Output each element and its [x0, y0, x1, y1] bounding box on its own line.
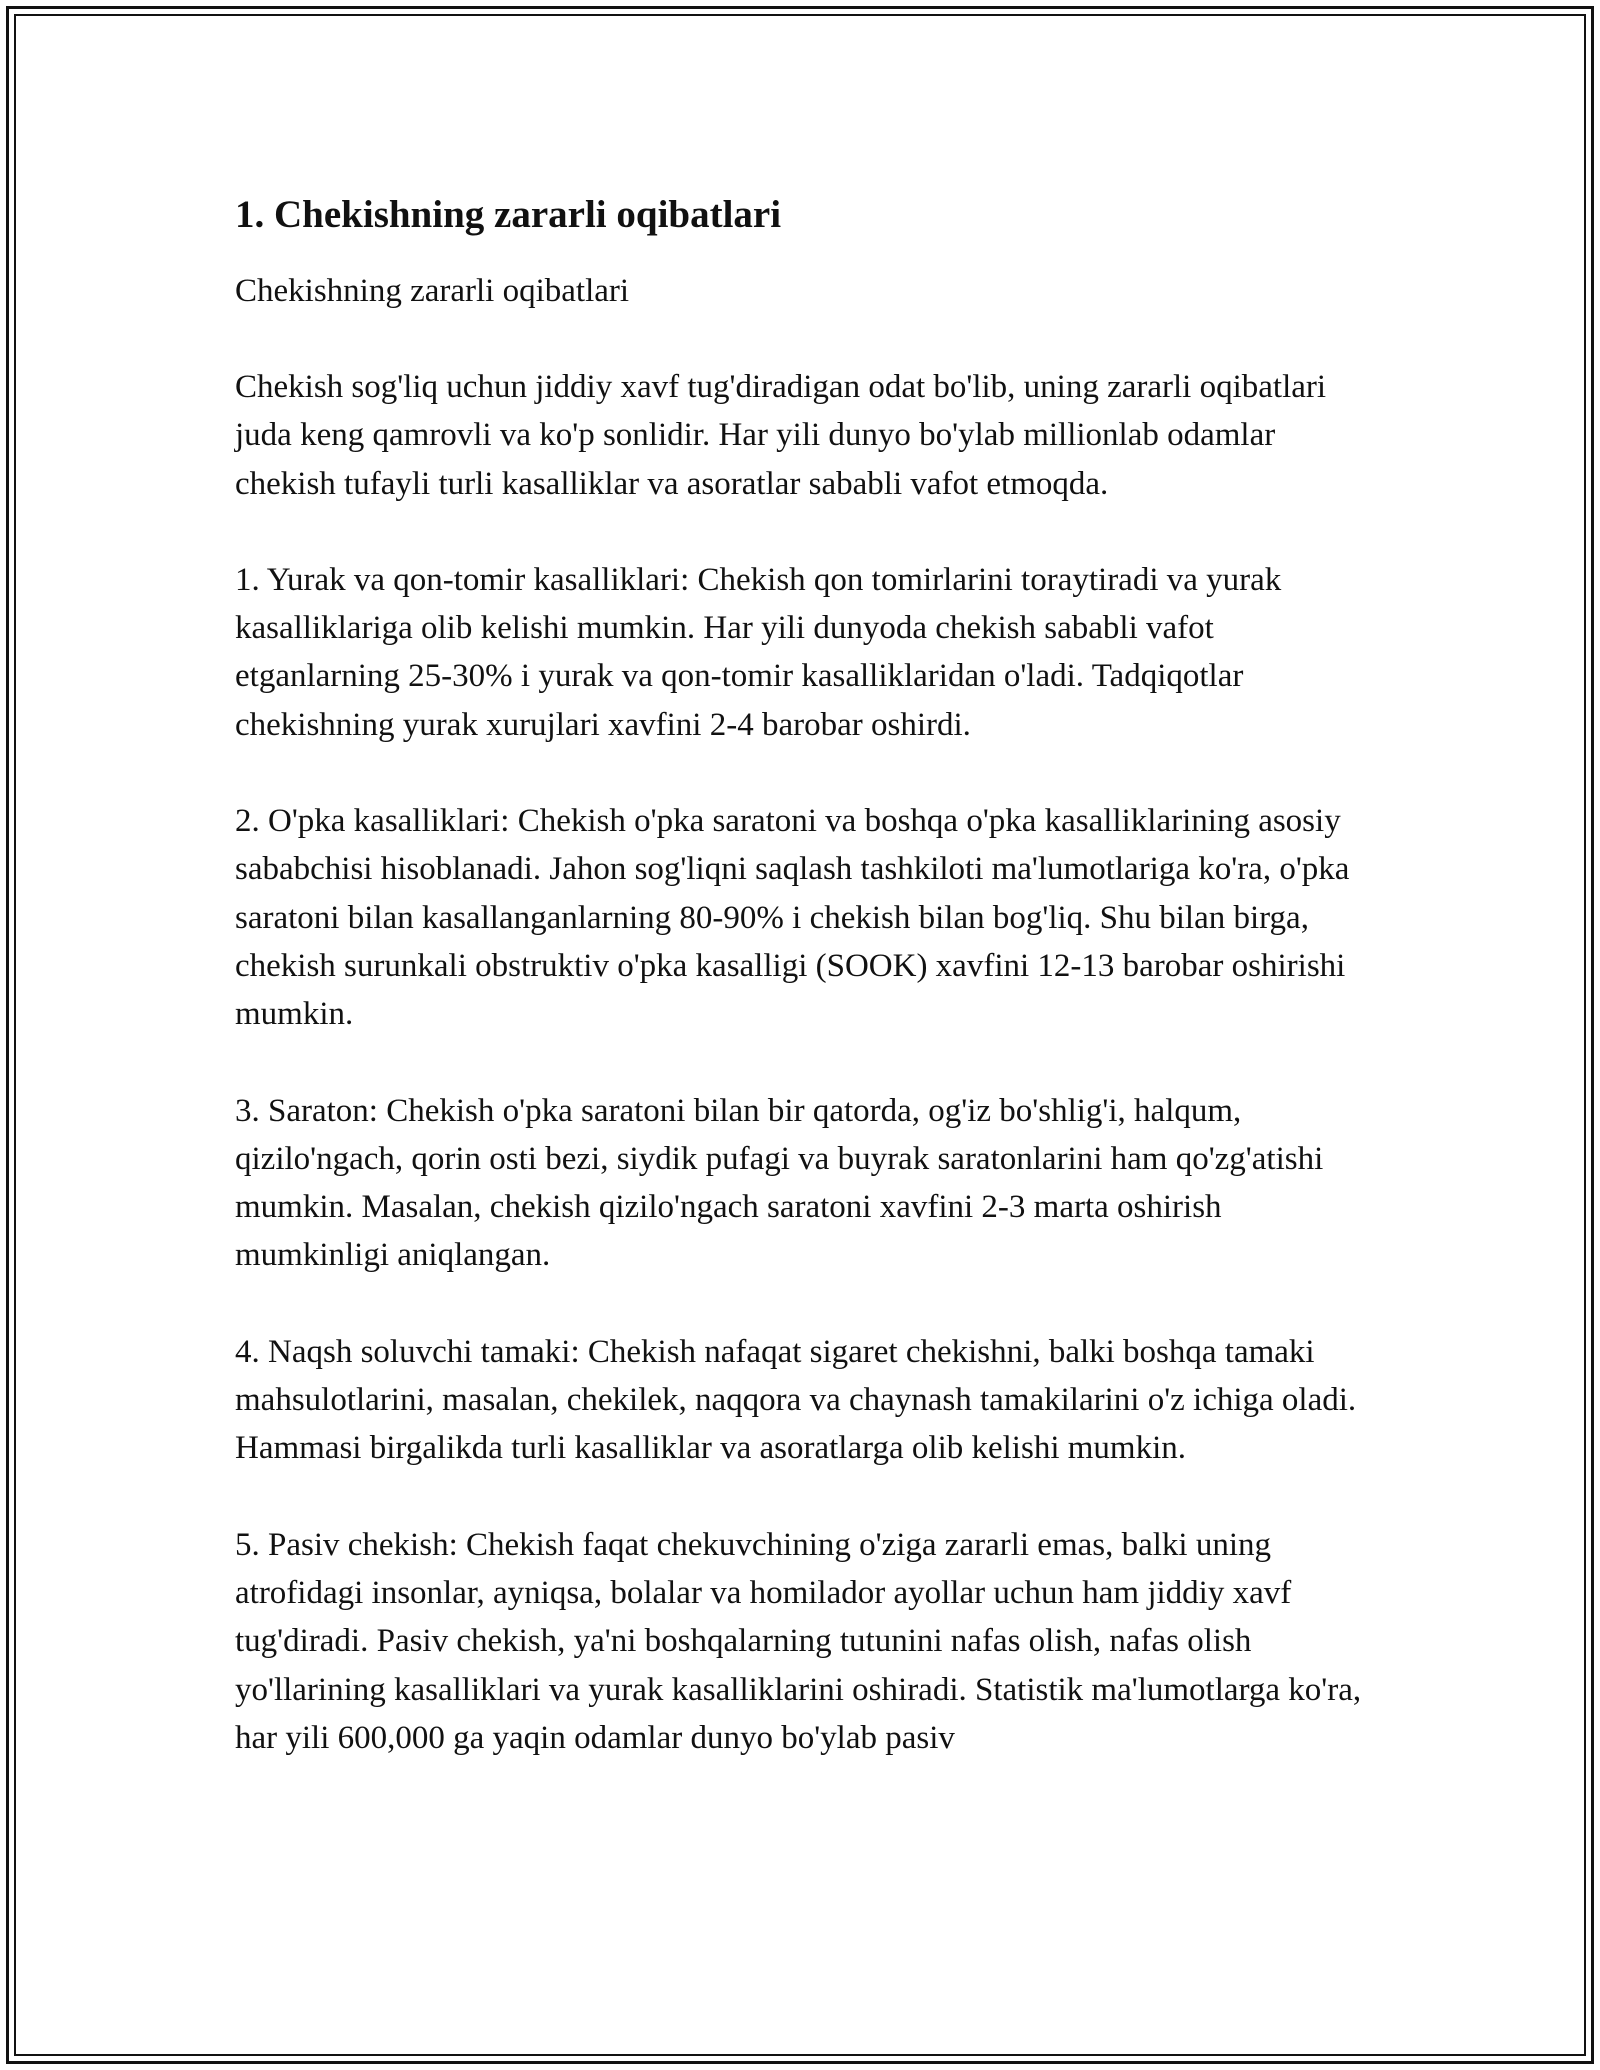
paragraph-cancer: 3. Saraton: Chekish o'pka saratoni bilan bir qatorda, og'iz bo'shlig'i, halqum, qizilo'ngach, qorin osti bezi, siydik pufagi va buyrak saratonlarini ham qo'zg'atishi mumkin. Masalan, chekish qizilo'ngach saratoni xavfini 2-3 marta oshirish mumkinligi aniqlangan. [235, 1092, 1324, 1274]
paragraph-heart-disease: 1. Yurak va qon-tomir kasalliklari: Chekish qon tomirlarini toraytiradi va yurak kasalliklariga olib kelishi mumkin. Har yili dunyoda chekish sababli vafot etganlarning 25-30% i yurak va qon-tomir kasalliklaridan o'ladi. Tadqiqotlar chekishning yurak xurujlari xavfini 2-4 barobar oshirdi. [235, 561, 1282, 743]
paragraph-tobacco-products: 4. Naqsh soluvchi tamaki: Chekish nafaqat sigaret chekishni, balki boshqa tamaki mahsulotlarini, masalan, chekilek, naqqora va chaynash tamakilarini o'z ichiga oladi. Hammasi birgalikda turli kasalliklar va asoratlarga olib kelishi mumkin. [235, 1333, 1357, 1467]
paragraph-passive-smoking: 5. Pasiv chekish: Chekish faqat chekuvchining o'ziga zararli emas, balki uning atrofidagi insonlar, ayniqsa, bolalar va homilador ayollar uchun ham jiddiy xavf tug'diradi. Pasiv chekish, ya'ni boshqalarning tutunini nafas olish, nafas olish yo'llarining kasalliklari va yurak kasalliklarini oshiradi. Statistik ma'lumotlarga ko'ra, har yili 600,000 ga yaqin odamlar dunyo bo'ylab pasiv [235, 1526, 1362, 1756]
section-subtitle: Chekishning zararli oqibatlari [235, 273, 630, 309]
paragraph-lung-disease: 2. O'pka kasalliklari: Chekish o'pka saratoni va boshqa o'pka kasalliklarining asosiy sababchisi hisoblanadi. Jahon sog'liqni saqlash tashkiloti ma'lumotlariga ko'ra, o'pka saratoni bilan kasallanganlarning 80-90% i chekish bilan bog'liq. Shu bilan birga, chekish surunkali obstruktiv o'pka kasalligi (SOOK) xavfini 12-13 barobar oshirishi mumkin. [235, 803, 1350, 1033]
paragraph-intro: Chekish sog'liq uchun jiddiy xavf tug'diradigan odat bo'lib, uning zararli oqibatlari juda keng qamrovli va ko'p sonlidir. Har yili dunyo bo'ylab millionlab odamlar chekish tufayli turli kasalliklar va asoratlar sababli vafot etmoqda. [235, 369, 1327, 502]
section-heading: 1. Chekishning zararli oqibatlari [235, 193, 782, 236]
document-body [235, 183, 1375, 1762]
